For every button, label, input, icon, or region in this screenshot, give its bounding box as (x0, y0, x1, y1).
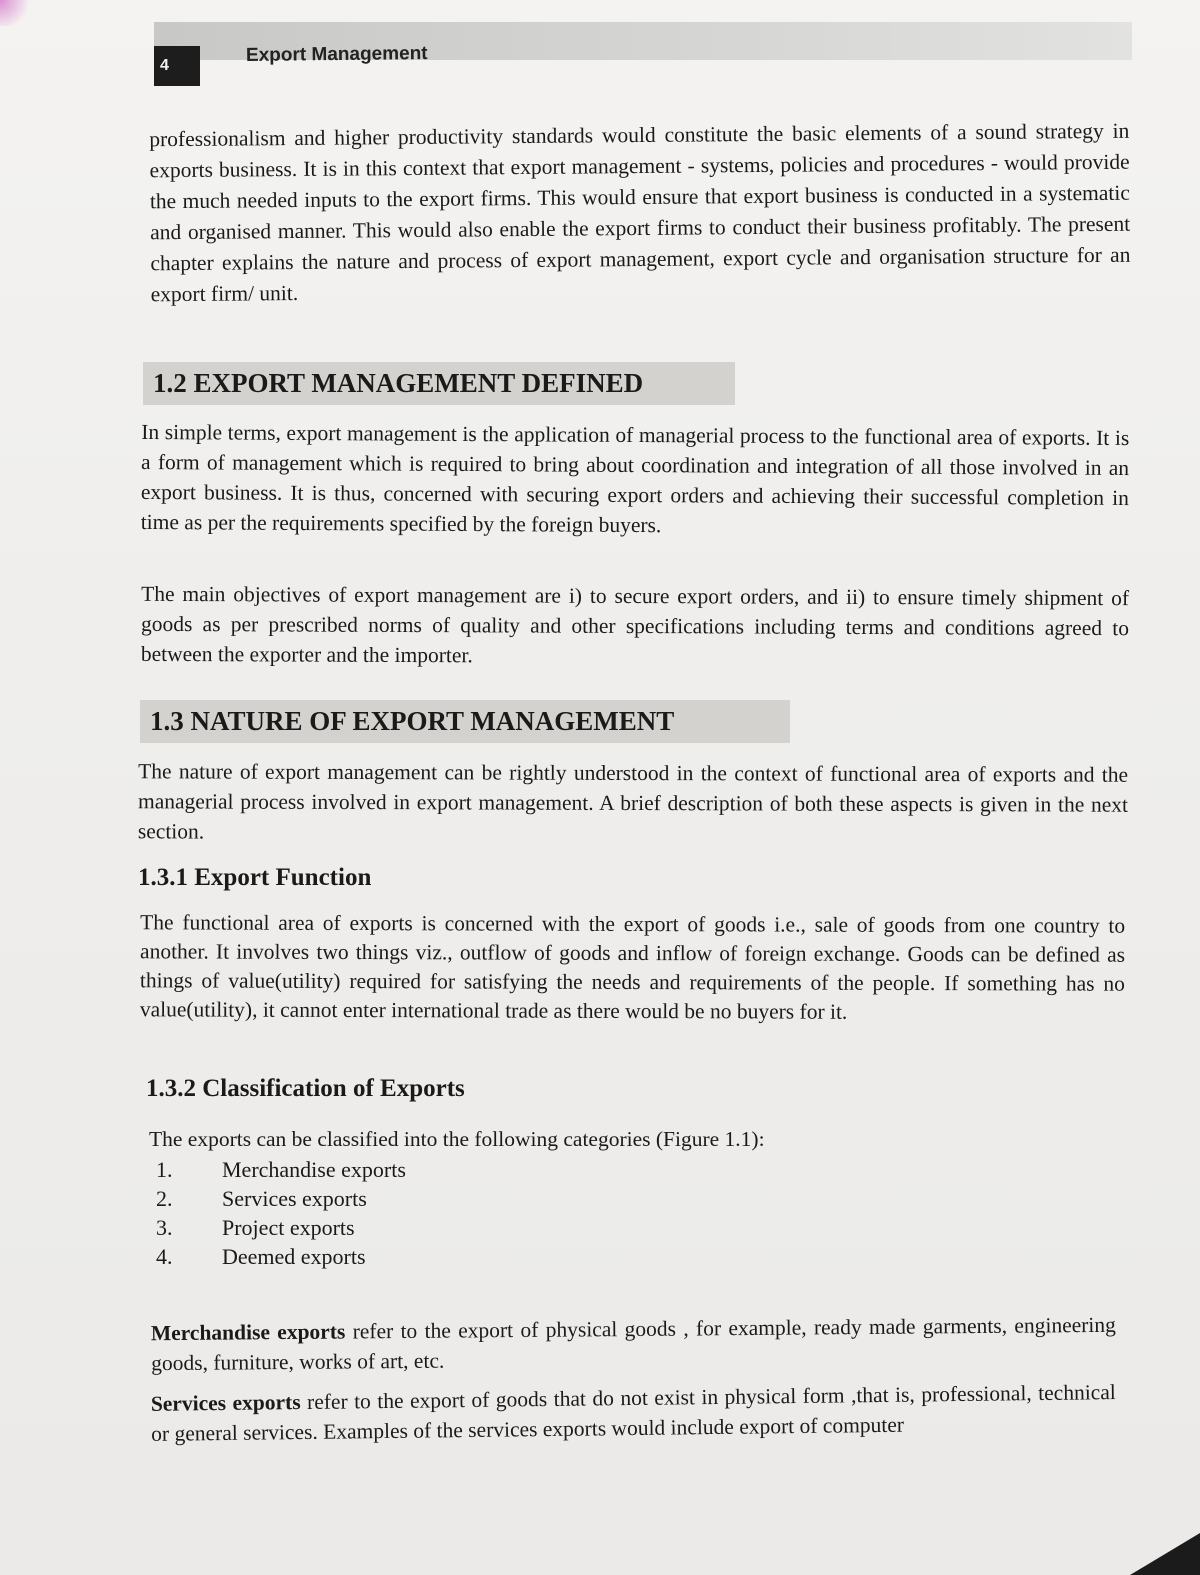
page-corner-shadow-top (0, 0, 30, 26)
section-heading-1-3: 1.3 NATURE OF EXPORT MANAGEMENT (140, 700, 790, 743)
list-item (156, 1157, 406, 1186)
export-function-paragraph: The functional area of exports is concerned with the export of goods i.e., sale of goods from one country to another. It involves two things viz., outflow of goods and inflow of foreign exchange. Goods can be defined as things of value(utility) required for satisfying the needs and requirements of the people. If something has no value(utility), it cannot enter international trade as there would be no buyers for it. (139, 910, 1126, 1024)
classification-intro: The exports can be classified into the following categories (Figure 1.1): (149, 1127, 765, 1151)
services-text: refer to the export of goods that do not exist in physical form ,that is, professional, technical or general services. Examples of the services exports would include export of computer (151, 1380, 1116, 1446)
services-term: Services exports (150, 1390, 301, 1416)
section-heading-1-2: 1.2 EXPORT MANAGEMENT DEFINED (143, 362, 735, 405)
subheading-1-3-1: 1.3.1 Export Function (138, 864, 372, 891)
list-item (156, 1186, 406, 1215)
page-corner-shadow-bottom (1130, 1533, 1200, 1575)
subheading-1-3-2: 1.3.2 Classification of Exports (146, 1075, 465, 1102)
list-item-number: 1. (156, 1157, 173, 1182)
list-item-label: Deemed exports (222, 1244, 366, 1269)
nature-paragraph: The nature of export management can be rightly understood in the context of functional area of exports and the managerial process involved in export management. A brief description of both these aspects is given in the next section. (137, 759, 1129, 844)
list-item-number: 2. (156, 1186, 173, 1211)
list-item-label: Services exports (222, 1186, 367, 1211)
list-item-label: Merchandise exports (222, 1157, 406, 1182)
objectives-paragraph: The main objectives of export management are i) to secure export orders, and ii) to ensure timely shipment of goods as per prescribed norms of quality and other specifications including terms and conditions agreed to between the exporter and the importer. (140, 581, 1130, 668)
page-number: 4 (154, 46, 200, 86)
merchandise-term: Merchandise exports (150, 1319, 346, 1346)
list-item-number: 3. (156, 1215, 173, 1240)
intro-paragraph: professionalism and higher productivity standards would constitute the basic elements of a sound strategy in exports business. It is in this context that export management - systems, policies and procedures - would provide the much needed inputs to the export firms. This would ensure that export business is conducted in a systematic and organised manner. This would also enable the export firms to conduct their business profitably. The present chapter explains the nature and process of export management, export cycle and organisation structure for an export firm/ unit. (149, 118, 1131, 307)
list-item-number: 4. (156, 1244, 173, 1269)
list-item (156, 1244, 406, 1273)
definition-paragraph: In simple terms, export management is the application of managerial process to the functional area of exports. It is a form of management which is required to bring about coordination and integration of all those involved in an export business. It is thus, concerned with securing export orders and achieving their successful completion in time as per the requirements specified by the foreign buyers. (140, 419, 1130, 538)
services-paragraph (151, 1377, 1117, 1449)
export-categories-list (156, 1157, 406, 1273)
running-title: Export Management (245, 43, 428, 66)
list-item (156, 1215, 406, 1244)
merchandise-text: refer to the export of physical goods , for example, ready made garments, engineering goods, furniture, works of art, etc. (151, 1312, 1116, 1376)
merchandise-paragraph (151, 1310, 1116, 1378)
list-item-label: Project exports (222, 1215, 355, 1240)
